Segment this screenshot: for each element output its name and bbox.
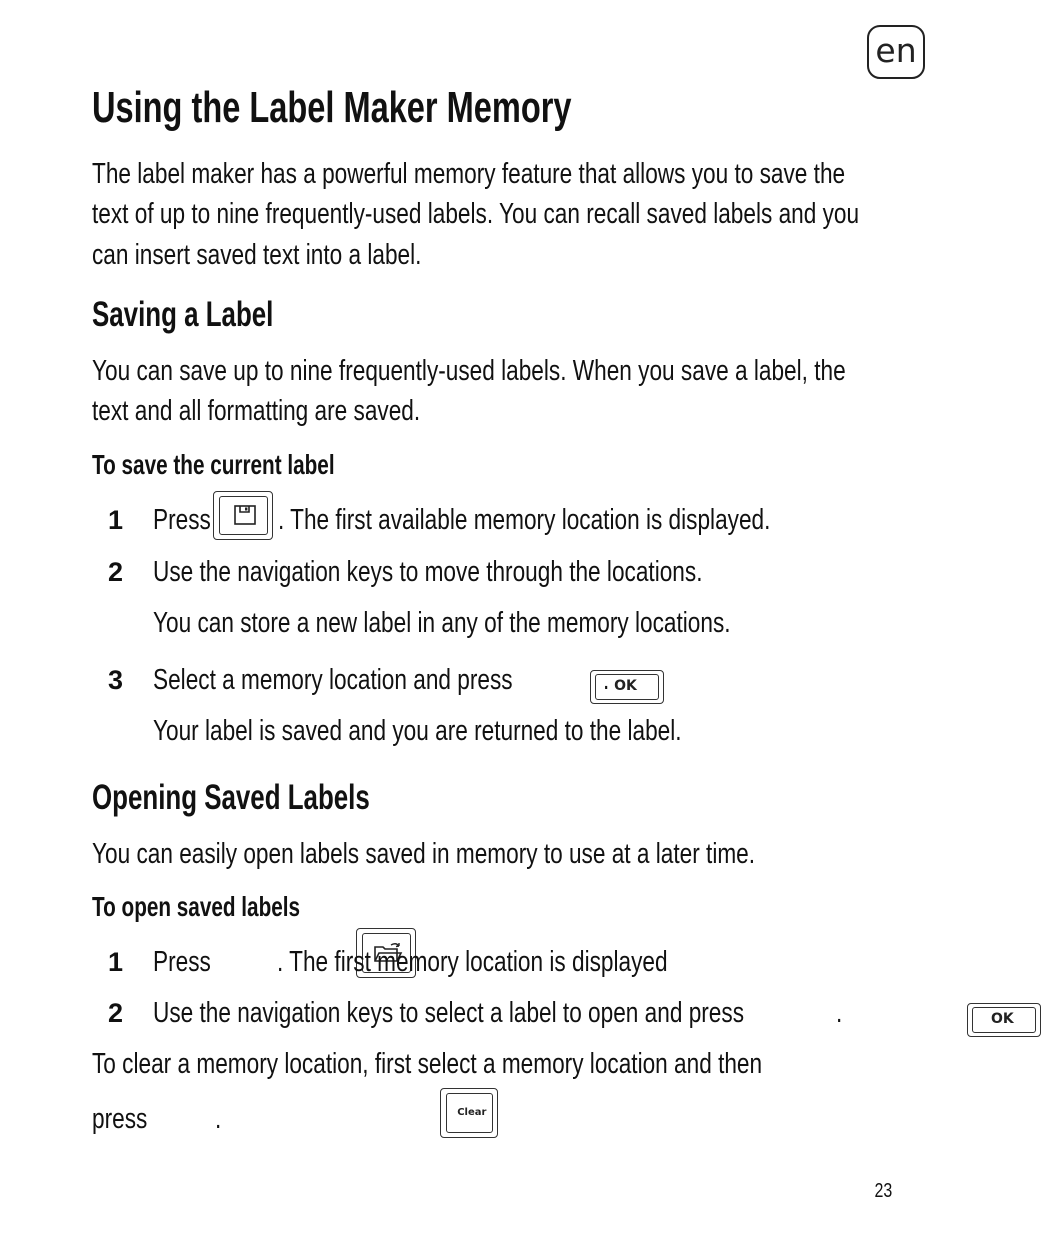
save-key-button[interactable] xyxy=(213,491,273,540)
step-note: You can store a new label in any of the memory locations. xyxy=(153,607,731,639)
page-number: 23 xyxy=(874,1180,892,1202)
saving-heading: Saving a Label xyxy=(92,295,274,334)
language-badge: en xyxy=(867,25,925,79)
opening-subheading: To open saved labels xyxy=(92,891,301,922)
step-text: Use the navigation keys to move through the locations. xyxy=(153,556,703,588)
step-text: Press xyxy=(153,504,211,536)
clear-key-label: Clear xyxy=(457,1107,487,1118)
intro-line-1: The label maker has a powerful memory feature that allows you to save the xyxy=(92,158,846,190)
clear-key-button[interactable] xyxy=(440,1088,498,1138)
saving-intro-line-1: You can save up to nine frequently-used labels. When you save a label, the xyxy=(92,355,846,387)
page-title: Using the Label Maker Memory xyxy=(92,83,572,132)
step-text: . xyxy=(603,664,610,696)
saving-subheading: To save the current label xyxy=(92,449,335,480)
intro-line-2: text of up to nine frequently-used labels. You can recall saved labels and you xyxy=(92,198,860,230)
ok-key-label: OK xyxy=(990,1011,1014,1027)
step-text: Use the navigation keys to select a label to open and press xyxy=(153,997,745,1029)
save-key-icon xyxy=(233,504,257,526)
step-number: 2 xyxy=(108,557,124,587)
step-number: 1 xyxy=(108,947,124,977)
step-number: 3 xyxy=(108,665,124,695)
step-text: . The first memory location is displayed xyxy=(277,946,668,978)
step-text: . xyxy=(836,997,843,1029)
ok-key-button[interactable] xyxy=(590,670,664,704)
step-text: Select a memory location and press xyxy=(153,664,513,696)
clear-note-end: . xyxy=(215,1103,222,1135)
opening-intro: You can easily open labels saved in memory to use at a later time. xyxy=(92,838,756,870)
step-number: 1 xyxy=(108,505,124,535)
step-note: Your label is saved and you are returned to the label. xyxy=(153,715,682,747)
opening-heading: Opening Saved Labels xyxy=(92,778,370,817)
step-number: 2 xyxy=(108,998,124,1028)
step-text: Press xyxy=(153,946,211,978)
ok-key-label: OK xyxy=(614,678,637,694)
clear-note: To clear a memory location, first select a memory location and then xyxy=(92,1048,763,1080)
clear-note-press: press xyxy=(92,1103,148,1135)
saving-intro-line-2: text and all formatting are saved. xyxy=(92,395,421,427)
ok-key-button[interactable] xyxy=(967,1003,1041,1037)
step-text: . The first available memory location is displayed. xyxy=(278,504,771,536)
intro-line-3: can insert saved text into a label. xyxy=(92,239,422,271)
